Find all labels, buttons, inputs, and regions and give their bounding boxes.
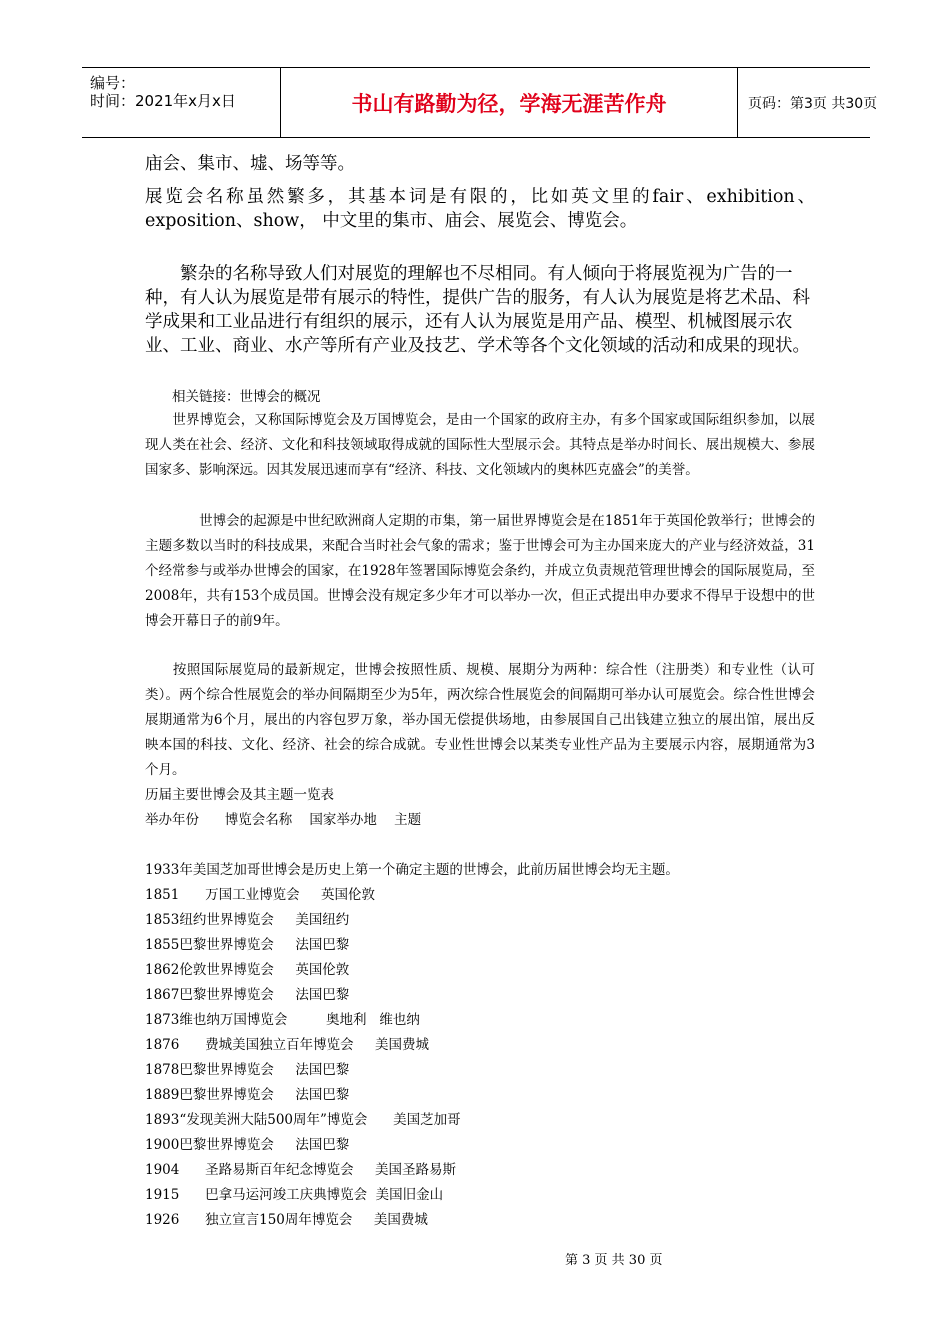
header-meta [82,68,281,137]
related-link-title: 相关链接：世博会的概况 [145,389,321,405]
table-row: 1915 巴拿马运河竣工庆典博览会 美国旧金山 [145,1187,444,1203]
page-header [82,67,878,138]
table-row: 1855巴黎世界博览会 法国巴黎 [145,937,350,953]
table-row: 1851 万国工业博览会 英国伦敦 [145,887,376,903]
table-row: 1900巴黎世界博览会 法国巴黎 [145,1137,350,1153]
table-row: 1926 独立宣言150周年博览会 美国费城 [145,1212,428,1228]
table-row: 1904 圣路易斯百年纪念博览会 美国圣路易斯 [145,1162,457,1178]
paragraph-6: 按照国际展览局的最新规定，世博会按照性质、规模、展期分为两种：综合性（注册类）和专业性（认可类）。两个综合性展览会的举办间隔期至少为5年，两次综合性展览会的间隔期可举办认可展览会。综合性世博会展期通常为6个月，展出的内容包罗万象，举办国无偿提供场地，由参展国自己出钱建立独立的展出馆，展出反映本国的科技、文化、经济、社会的综合成就。专业性世博会以某类专业性产品为主要展示内容，展期通常为3个月。 [145,662,815,778]
motto: 书山有路勤为径，学海无涯苦作舟 [281,68,738,137]
paragraph-1: 庙会、集市、墟、场等等。 [145,154,355,174]
table-row: 1867巴黎世界博览会 法国巴黎 [145,987,350,1003]
theme-note: 1933年美国芝加哥世博会是历史上第一个确定主题的世博会，此前历届世博会均无主题。 [145,862,679,878]
time-label: 时间：2021年x月x日 [90,92,236,110]
table-row: 1862伦敦世界博览会 英国伦敦 [145,962,350,978]
table-header: 举办年份 博览会名称 国家举办地 主题 [145,812,422,828]
serial-label: 编号： [90,74,136,92]
table-row: 1873维也纳万国博览会 奥地利 维也纳 [145,1012,420,1028]
paragraph-5: 世博会的起源是中世纪欧洲商人定期的市集，第一届世界博览会是在1851年于英国伦敦举行；世博会的主题多数以当时的科技成果，来配合当时社会气象的需求；鉴于世博会可为主办国来庞大的产业与经济效益，31个经常参与或举办世博会的国家，在1928年签署国际博览会条约，并成立负责规范管理世博会的国际展览局，至2008年，共有153个成员国。世博会没有规定多少年才可以举办一次，但正式提出申办要求不得早于设想中的世博会开幕日子的前9年。 [145,513,815,629]
paragraph-2: 展览会名称虽然繁多，其基本词是有限的，比如英文里的fair、exhibition、exposition、show， 中文里的集市、庙会、展览会、博览会。 [145,187,815,231]
table-row: 1853纽约世界博览会 美国纽约 [145,912,350,928]
table-row: 1889巴黎世界博览会 法国巴黎 [145,1087,350,1103]
page-footer: 第 3 页 共 30 页 [565,1253,663,1268]
paragraph-4: 世界博览会，又称国际博览会及万国博览会，是由一个国家的政府主办，有多个国家或国际组织参加，以展现人类在社会、经济、文化和科技领域取得成就的国际性大型展示会。其特点是举办时间长、展出规模大、参展国家多、影响深远。因其发展迅速而享有“经济、科技、文化领域内的奥林匹克盛会”的美誉。 [145,412,815,478]
page-info: 页码：第3页 共30页 [748,95,878,112]
table-title: 历届主要世博会及其主题一览表 [145,787,334,803]
table-row: 1893“发现美洲大陆500周年”博览会 美国芝加哥 [145,1112,461,1128]
paragraph-3: 繁杂的名称导致人们对展览的理解也不尽相同。有人倾向于将展览视为广告的一种，有人认为展览是带有展示的特性，提供广告的服务，有人认为展览是将艺术品、科学成果和工业品进行有组织的展示，还有人认为展览是用产品、模型、机械图展示农业、工业、商业、水产等所有产业及技艺、学术等各个文化领域的活动和成果的现状。 [145,264,810,356]
table-row: 1876 费城美国独立百年博览会 美国费城 [145,1037,430,1053]
table-row: 1878巴黎世界博览会 法国巴黎 [145,1062,350,1078]
